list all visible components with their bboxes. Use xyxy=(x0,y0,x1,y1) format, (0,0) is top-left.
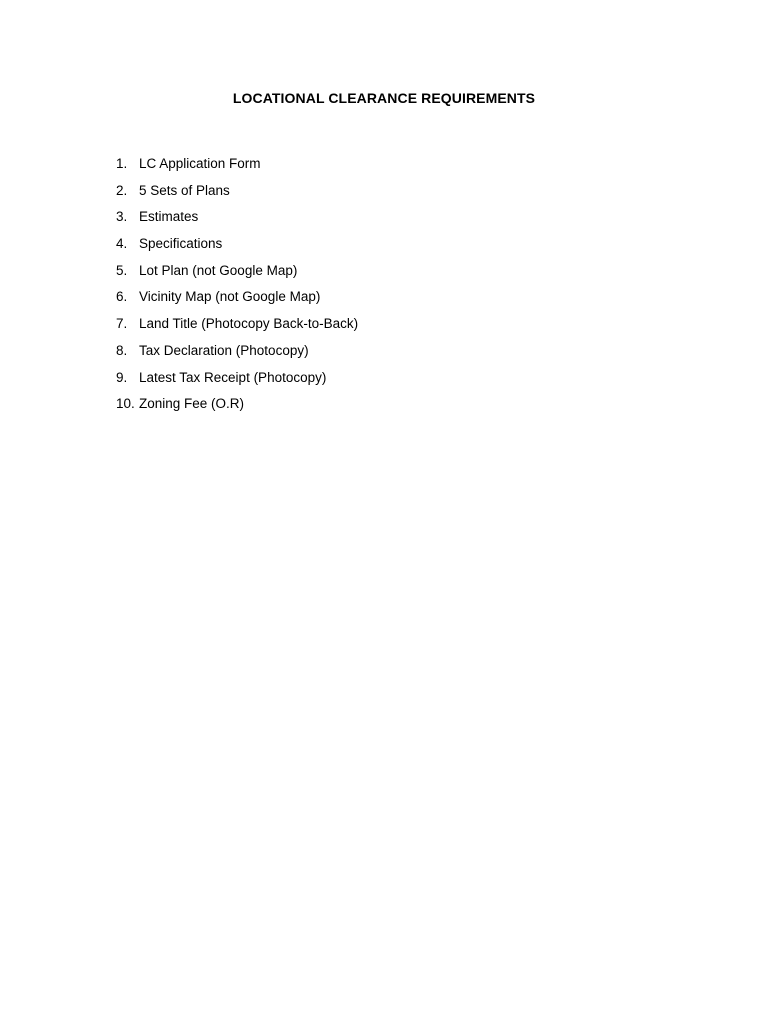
item-number: 5. xyxy=(116,262,128,278)
document-title: LOCATIONAL CLEARANCE REQUIREMENTS xyxy=(232,90,536,106)
list-item xyxy=(116,207,358,234)
item-number: 2. xyxy=(116,182,128,198)
item-text: 5 Sets of Plans xyxy=(139,182,230,198)
item-number: 9. xyxy=(116,369,128,385)
item-number: 7. xyxy=(116,316,128,332)
list-item xyxy=(116,154,358,181)
item-number: 3. xyxy=(116,209,128,225)
list-item xyxy=(116,394,358,421)
list-item xyxy=(116,314,358,341)
item-text: LC Application Form xyxy=(139,156,261,171)
item-text: Latest Tax Receipt (Photocopy) xyxy=(139,369,327,385)
list-item xyxy=(116,341,358,368)
item-text: Vicinity Map (not Google Map) xyxy=(139,289,321,305)
list-item xyxy=(116,181,358,208)
item-text: Lot Plan (not Google Map) xyxy=(139,262,298,278)
list-item xyxy=(116,234,358,261)
item-text: Specifications xyxy=(139,236,223,252)
item-text: Zoning Fee (O.R) xyxy=(139,396,245,412)
list-item xyxy=(116,261,358,288)
item-number: 8. xyxy=(116,342,128,358)
requirements-list xyxy=(116,154,358,421)
list-item xyxy=(116,368,358,395)
item-number: 4. xyxy=(116,236,128,252)
item-text: Land Title (Photocopy Back-to-Back) xyxy=(139,316,359,332)
item-number: 10. xyxy=(116,396,135,412)
item-number: 6. xyxy=(116,289,128,305)
list-item xyxy=(116,287,358,314)
item-text: Tax Declaration (Photocopy) xyxy=(139,342,309,358)
item-text: Estimates xyxy=(139,209,199,225)
item-number: 1. xyxy=(116,156,128,171)
